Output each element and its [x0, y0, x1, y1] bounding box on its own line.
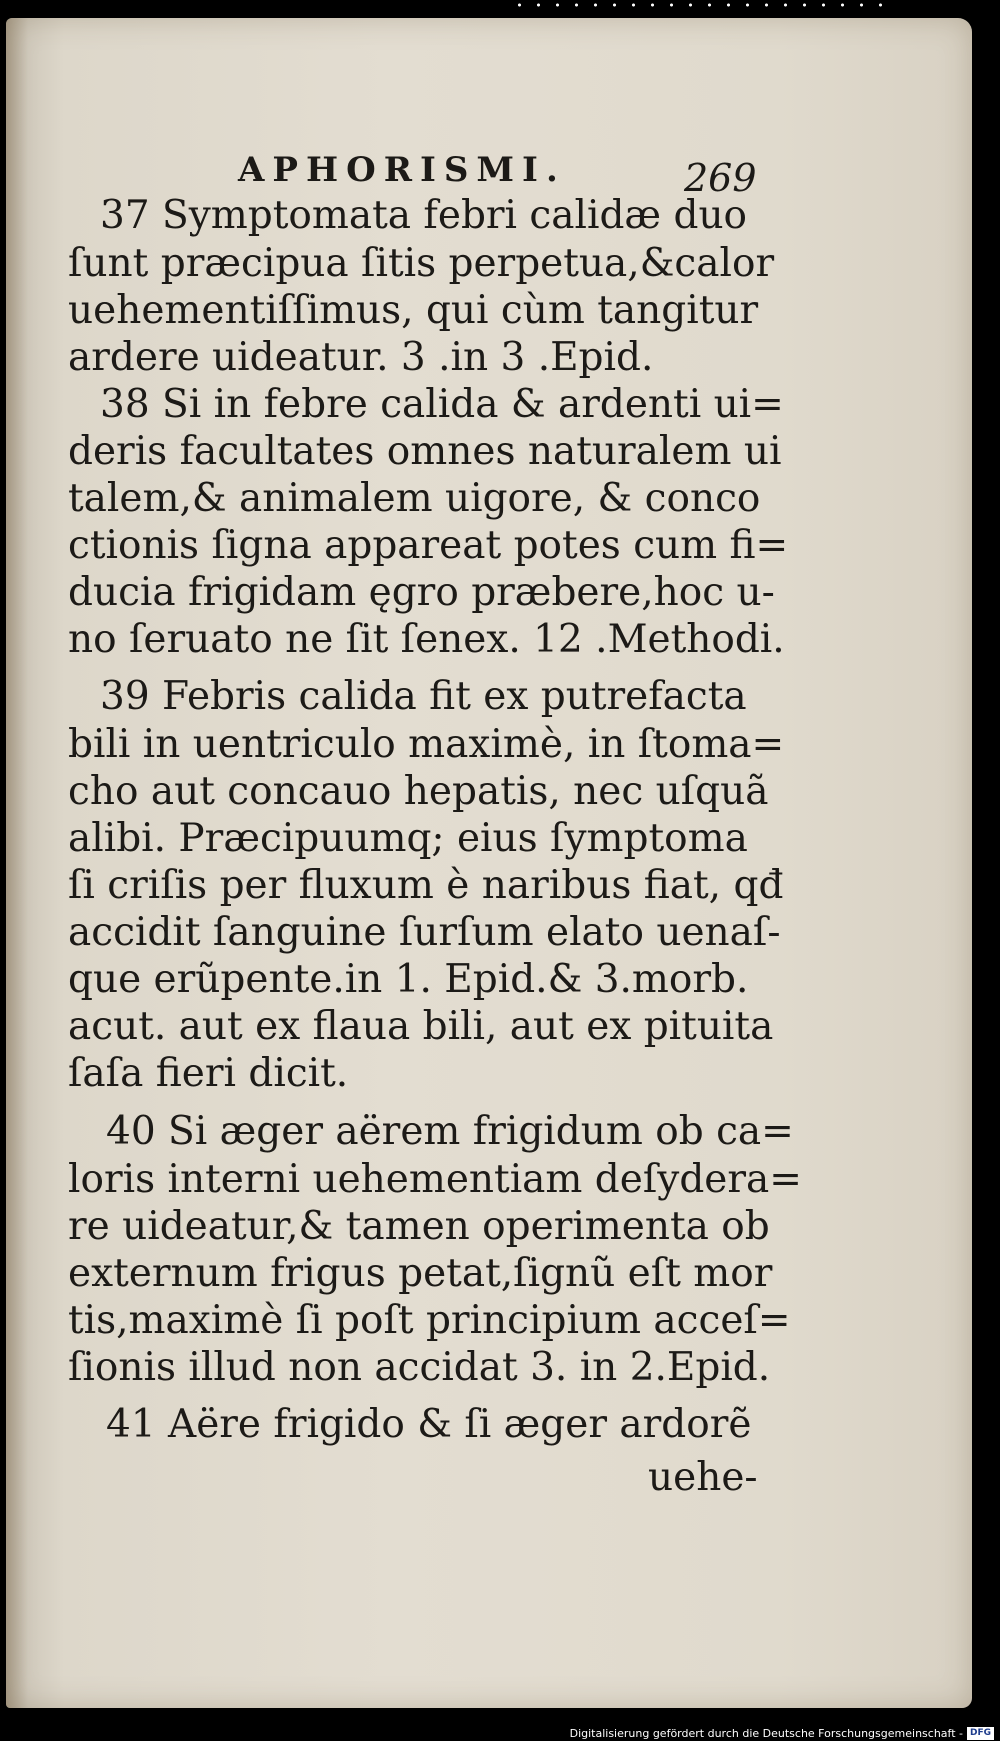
text-line: acut. aut ex flaua bili, aut ex pituita: [68, 1004, 774, 1049]
text-line: alibi. Præcipuumq; eius ſymptoma: [68, 816, 748, 861]
text-line: ſi criſis per fluxum è naribus fiat, qđ: [68, 863, 784, 908]
text-line: uehementiſſimus, qui cùm tangitur: [68, 288, 759, 333]
text-line: 40 Si æger aërem frigidum ob ca=: [106, 1109, 794, 1154]
text-line: ſionis illud non accidat 3. in 2.Epid.: [68, 1345, 771, 1390]
scan-edge-dots: [510, 2, 890, 8]
text-line: 38 Si in febre calida & ardenti ui=: [100, 382, 784, 427]
dfg-logo-icon: DFG: [967, 1727, 994, 1740]
text-line: bili in uentriculo maximè, in ſtoma=: [68, 722, 785, 767]
text-line: 41 Aëre frigido & ſi æger ardorẽ: [106, 1402, 752, 1447]
text-line: 37 Symptomata febri calidæ duo: [100, 193, 748, 238]
text-line: tis,maximè ſi poſt principium acceſ=: [68, 1298, 791, 1343]
text-line: ſunt præcipua ſitis perpetua,&calor: [68, 241, 775, 286]
catchword: uehe-: [648, 1455, 758, 1500]
text-line: no ſeruato ne ſit ſenex. 12 .Methodi.: [68, 617, 785, 662]
text-line: 39 Febris calida fit ex putrefacta: [100, 674, 747, 719]
page-gutter-shadow: [6, 18, 28, 1708]
text-line: ardere uideatur. 3 .in 3 .Epid.: [68, 335, 654, 380]
text-line: talem,& animalem uigore, & conco: [68, 476, 761, 521]
digitization-credit: [570, 1727, 994, 1740]
page-number: 269: [684, 156, 757, 200]
text-line: loris interni uehementiam deſydera=: [68, 1157, 802, 1202]
text-line: deris facultates omnes naturalem ui: [68, 429, 782, 474]
text-line: cho aut concauo hepatis, nec uſquã: [68, 769, 769, 814]
book-page: [6, 18, 972, 1708]
text-line: accidit ſanguine ſurſum elato uenaſ-: [68, 910, 781, 955]
text-line: ſaſa fieri dicit.: [68, 1051, 349, 1096]
text-line: re uideatur,& tamen operimenta ob: [68, 1204, 770, 1249]
text-line: ctionis ſigna appareat potes cum fi=: [68, 523, 789, 568]
credit-text: Digitalisierung gefördert durch die Deutsche Forschungsgemeinschaft -: [569, 1727, 963, 1740]
running-head: APHORISMI.: [238, 150, 566, 190]
text-line: que erũpente.in 1. Epid.& 3.morb.: [68, 957, 749, 1002]
text-line: externum frigus petat,ſignũ eſt mor: [68, 1251, 773, 1296]
footer-bar: [0, 1723, 1000, 1741]
text-line: ducia frigidam ęgro præbere,hoc u-: [68, 570, 775, 615]
